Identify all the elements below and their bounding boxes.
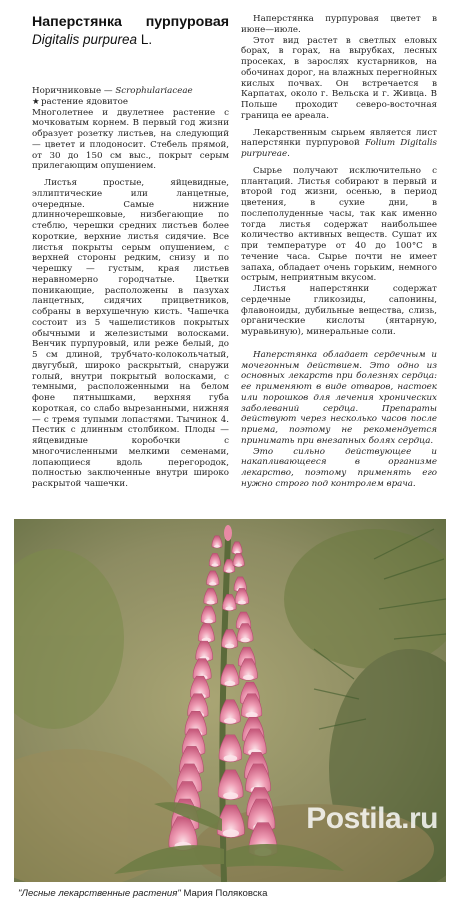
foxglove-bell-mouth bbox=[214, 545, 220, 548]
raw-material-text: Лекарственным сырьем является лист наперстянки пурпуровой bbox=[241, 127, 437, 149]
photo-caption bbox=[18, 888, 448, 900]
family-line bbox=[32, 86, 229, 97]
article-title: Наперстянка пурпуровая bbox=[32, 14, 229, 30]
latin-name bbox=[32, 31, 229, 48]
family-latin: Scrophulariaceae bbox=[115, 86, 193, 96]
foxglove-bud bbox=[224, 525, 232, 541]
morphology-paragraph: Листья простые, яйцевидные, эллиптические или ланцетные, очередные. Самые нижние длинночерешковые, низбегающие по стеблю, черешки средних листьев более короткие, верхние листья сидячие. Все листья покрыты серым опушением, с верхней стороны редким, снизу и по черешку — густым, края листьев неравномерно городчатые. Цветки поникающие, расположены в пазухах ланцетных, сидячих прицветников, собраны в верхушечную кисть. Чашечка состоит из 5 чашелистиков покрытых обычными и железистыми волосками. Венчик пурпуровый, или реже белый, до 5 см длиной, трубчато-колокольчатый, двугубый, широко раскрытый, снаружи голый, внутри покрытый волосками, с темными, расположенными на белом фоне пятнышками, верхняя губа короткая, со слабо вырезанными, нижняя — с тремя тупыми лопастями. Тычинок 4. Пестик с длинным столбиком. Плоды — яйцевидные коробочки с многочисленными мелкими семенами, лопающиеся вдоль перегородок, полностью заключенные внутри широко раскрытой чашечки. bbox=[32, 178, 229, 489]
raw-material-latin: Folium Digitalis purpureae. bbox=[241, 138, 437, 159]
flowering-paragraph: Наперстянка пурпуровая цветет в июне—июле. bbox=[241, 14, 437, 35]
harvest-paragraph: Сырье получают исключительно с плантаций. Листья собирают в первый и второй год жизни, осенью, в период цветения, в сухие дни, в послеполуденные часы, так как именно тогда листья содержат наибольшее количество активных веществ. Сушат их при температуре от 40 до 100°С в течение часа. Сырье почти не имеет запаха, обладает очень горьким, немного острым, неприятным вкусом. bbox=[241, 165, 437, 284]
foxglove-bell-mouth bbox=[224, 681, 235, 686]
action-paragraph: Наперстянка обладает сердечным и мочегонным действием. Это одно из основных лекарств при болезнях сердца: ее применяют в виде отваров, настоек или порошков для лечения хронических заболеваний сердца. Препараты действуют через несколько часов после приема, поэтому не рекомендуется принимать при внезапных болях сердца. bbox=[241, 349, 437, 446]
foxglove-bell-mouth bbox=[243, 675, 254, 680]
right-column bbox=[241, 14, 437, 490]
family-label: Норичниковые — bbox=[32, 86, 116, 96]
foxglove-bell-mouth bbox=[223, 829, 239, 837]
foxglove-bell-mouth bbox=[211, 563, 218, 566]
foxglove-bell-mouth bbox=[235, 563, 242, 566]
latin-author: L. bbox=[140, 32, 153, 47]
foxglove-bell-mouth bbox=[240, 638, 250, 643]
latin-binomial: Digitalis purpurea bbox=[32, 32, 138, 47]
foxglove-bell-mouth bbox=[207, 601, 215, 605]
foxglove-bell-mouth bbox=[204, 619, 213, 623]
foxglove-bell-mouth bbox=[224, 755, 238, 761]
foxglove-bell-mouth bbox=[209, 582, 217, 586]
toxic-line bbox=[32, 97, 229, 108]
foxglove-bell-mouth bbox=[225, 607, 233, 611]
composition-paragraph: Листья наперстянки содержат сердечные гликозиды, сапонины, флавоноиды, дубильные вещества, слизь, органические кислоты (янтарную, муравьиную), минеральные соли. bbox=[241, 284, 437, 337]
foxglove-bell-mouth bbox=[223, 792, 238, 799]
star-icon: ★ bbox=[32, 96, 40, 107]
caption-author: Мария Поляковска bbox=[180, 888, 268, 899]
foxglove-bell-mouth bbox=[245, 712, 257, 718]
foxglove-bell-mouth bbox=[238, 601, 246, 605]
foxglove-bell-mouth bbox=[224, 718, 236, 724]
left-column bbox=[32, 14, 229, 490]
raw-material-paragraph bbox=[241, 128, 437, 160]
foxglove-bell-mouth bbox=[225, 644, 235, 649]
warning-paragraph: Это сильно действующее и накапливающееся в организме лекарство, поэтому применять его нужно строго под контролем врача. bbox=[241, 446, 437, 489]
description-paragraph: Многолетнее и двулетнее растение с мочковатым корнем. В первый год жизни образует розетку листьев, на следующий — цветет и плодоносит. Стебель прямой, от 30 до 150 см выс., покрыт серым прилегающим опушением. bbox=[32, 107, 229, 172]
foxglove-photo bbox=[14, 519, 446, 882]
habitat-paragraph: Этот вид растет в светлых еловых борах, в горах, на вырубках, лесных просеках, в зарослях кустарников, на обочинах дорог, на влажных перегнойных кислых почвах. Он встречается в Карпатах, около г. Вельска и г. Живца. В Польше проходит северо-восточная граница ее ареала. bbox=[241, 35, 437, 121]
watermark-text: Postila.ru bbox=[306, 802, 438, 835]
caption-book: "Лесные лекарственные растения" bbox=[18, 888, 181, 899]
foxglove-bell-mouth bbox=[226, 569, 233, 572]
toxic-label: растение ядовитое bbox=[41, 96, 128, 107]
